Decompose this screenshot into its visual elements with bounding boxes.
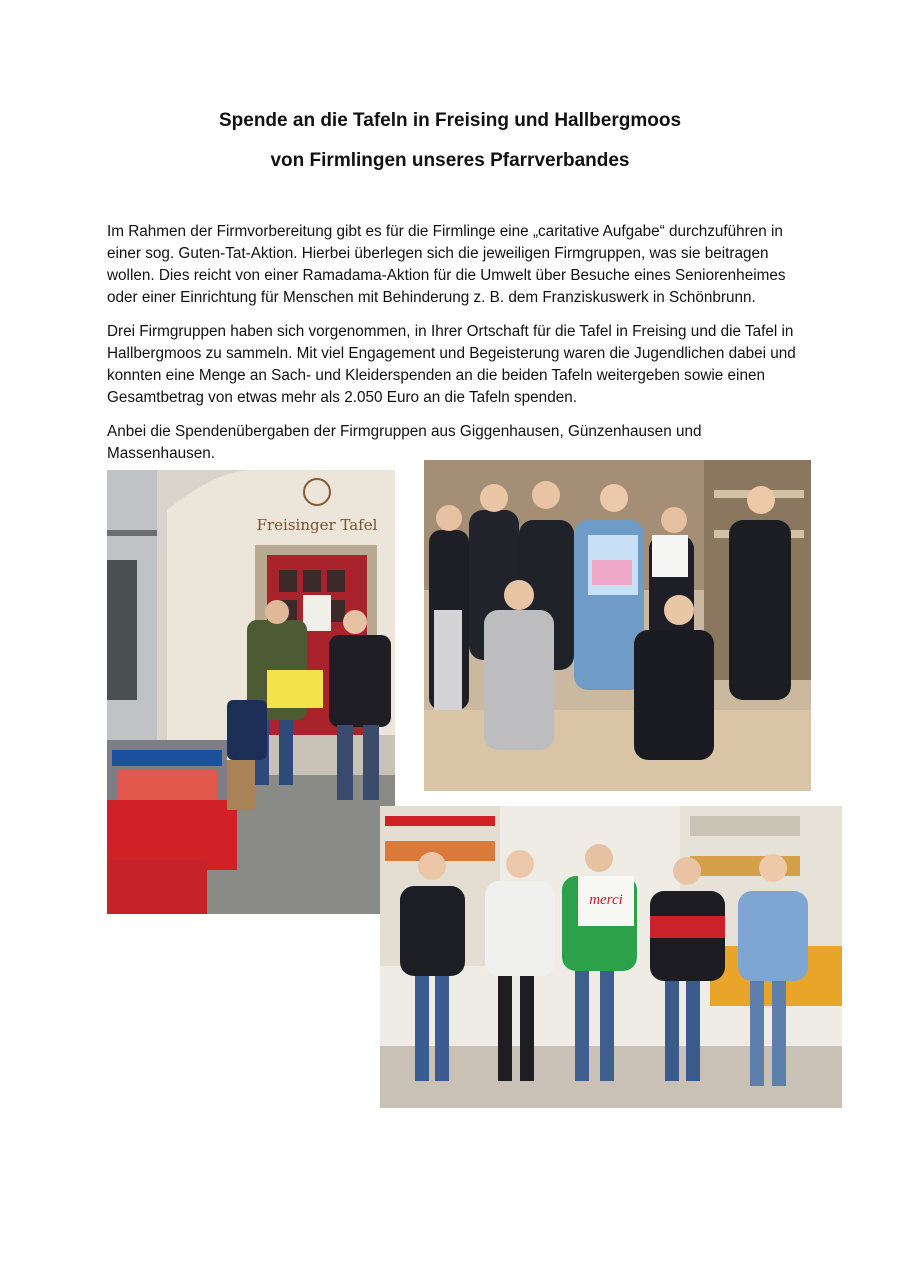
photo-freisinger-tafel-entrance: [107, 470, 395, 914]
photo-group-girls-food-bank: [424, 460, 811, 791]
sign-freisinger-tafel: Freisinger Tafel: [256, 516, 378, 534]
paragraph-handover: Anbei die Spendenübergaben der Firmgruppen aus Giggenhausen, Günzenhausen und Massenhausen.: [107, 423, 702, 462]
photo-group-handover-merci: [380, 806, 842, 1108]
box-label-merci: merci: [589, 892, 623, 908]
paragraph-collection: Drei Firmgruppen haben sich vorgenommen, in Ihrer Ortschaft für die Tafel in Freising und die Tafel in Hallbergmoos zu sammeln. Mit viel Engagement und Begeisterung waren die Jugendlichen dabei und konnten eine Menge an Sach- und Kleiderspenden an die beiden Tafeln weitergeben sowie einen Gesamtbetrag von etwas mehr als 2.050 Euro an die Tafeln spenden.: [107, 323, 796, 406]
page-heading-line-1: Spende an die Tafeln in Freising und Hallbergmoos: [218, 110, 682, 131]
page-heading-line-2: von Firmlingen unseres Pfarrverbandes: [270, 150, 630, 171]
paragraph-intro: Im Rahmen der Firmvorbereitung gibt es für die Firmlinge eine „caritative Aufgabe“ durchzuführen in einer sog. Guten-Tat-Aktion. Hierbei überlegen sich die jeweiligen Firmgruppen, was sie beitragen wollen. Dies reicht von einer Ramadama-Aktion für die Umwelt über Besuche eines Seniorenheimes oder einer Einrichtung für Menschen mit Behinderung z. B. dem Franziskuswerk in Schönbrunn.: [107, 223, 786, 306]
